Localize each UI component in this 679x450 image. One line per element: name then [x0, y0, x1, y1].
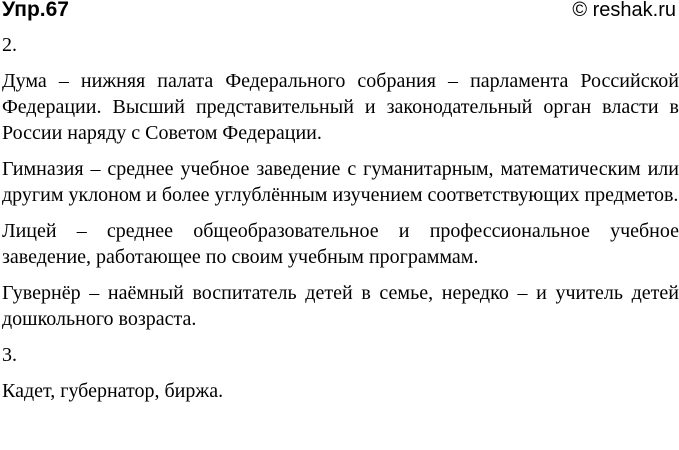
definition-duma: Дума – нижняя палата Федерального собрания – парламента Российской Федерации. Высший представительный и законодательный орган власти в России наряду с Советом Федерации.: [2, 70, 679, 144]
section-3-number: 3.: [2, 344, 17, 366]
definition-gimnaziya: Гимназия – среднее учебное заведение с гуманитарным, математическим или другим уклоном и более углублённым изучением соответствующих предметов.: [2, 158, 679, 206]
section-3-answer: Кадет, губернатор, биржа.: [2, 380, 224, 402]
document-body: [2, 32, 679, 404]
definition-guverner: Гувернёр – наёмный воспитатель детей в семье, нередко – и учитель детей дошкольного возраста.: [2, 282, 679, 330]
exercise-title: Упр.67: [2, 0, 69, 21]
watermark: © reshak.ru: [572, 0, 676, 21]
section-2-number: 2.: [2, 34, 17, 56]
definition-litsey: Лицей – среднее общеобразовательное и профессиональное учебное заведение, работающее по своим учебным программам.: [2, 220, 679, 268]
page-header: [0, 0, 679, 24]
